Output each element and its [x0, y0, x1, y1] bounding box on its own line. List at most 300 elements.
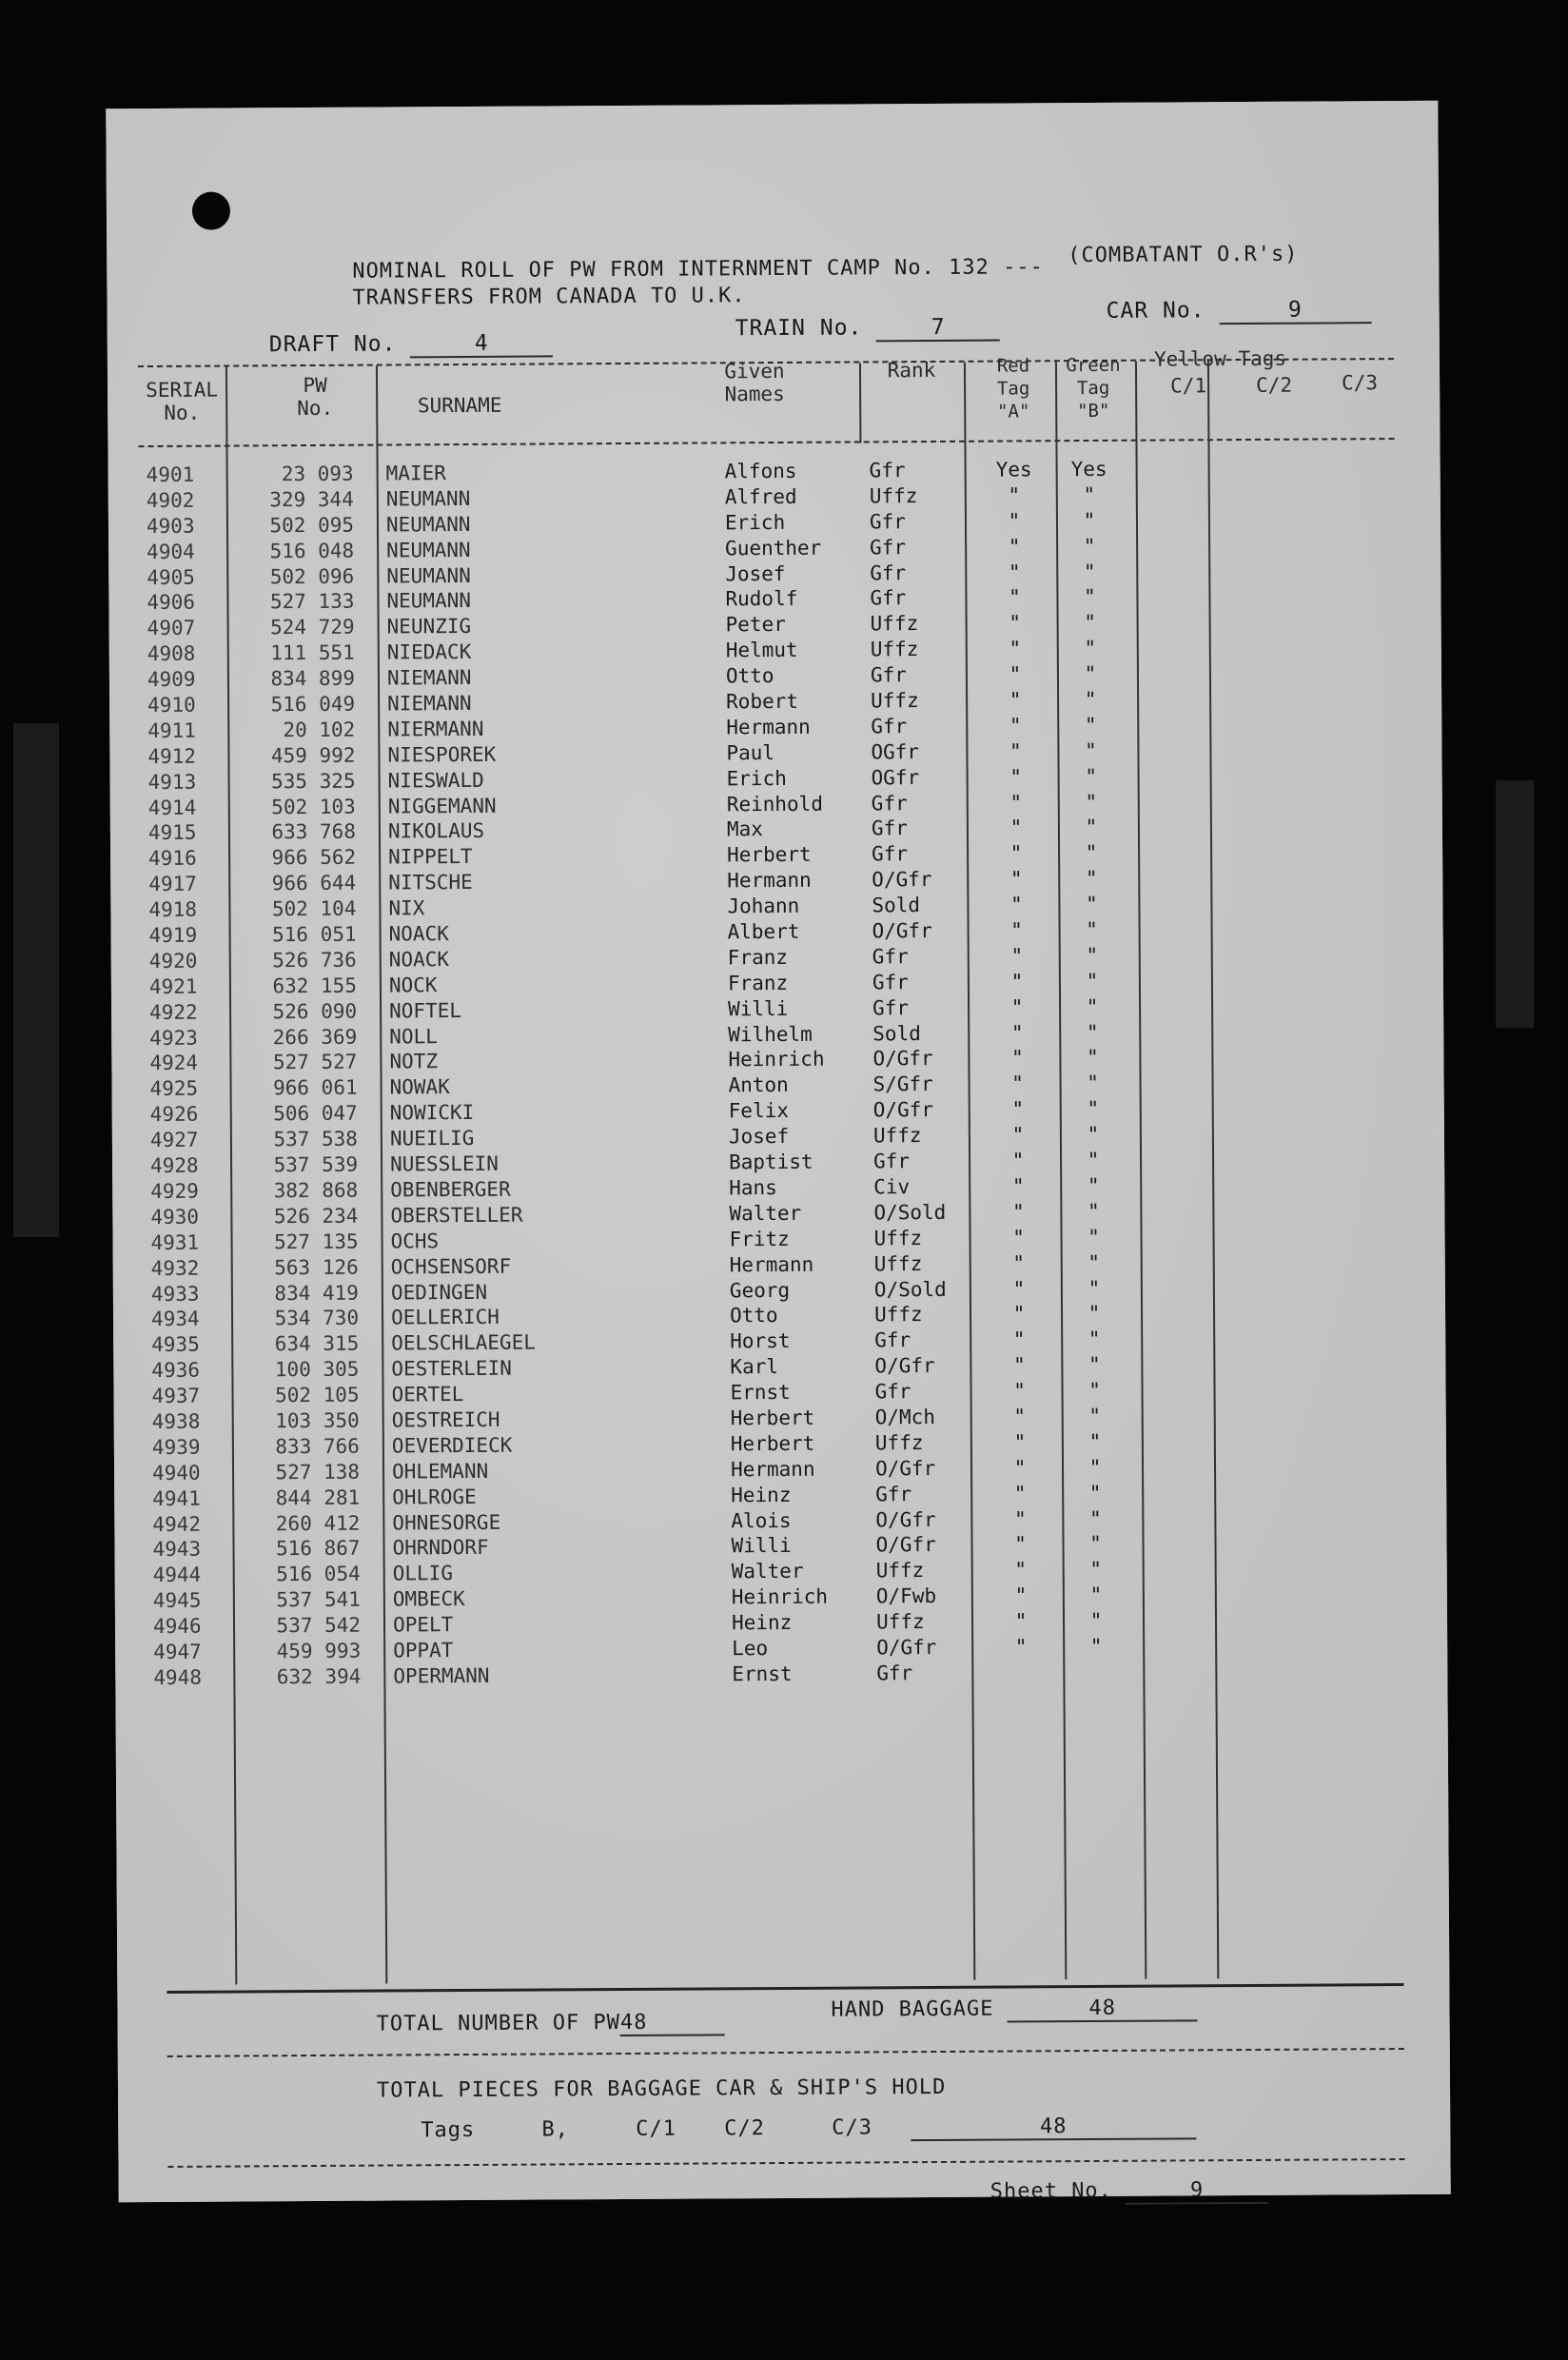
given-names-cell: Hermann: [727, 869, 812, 893]
pw-number-cell: 537 539: [273, 1152, 359, 1177]
sheet-label: Sheet No.: [990, 2178, 1112, 2204]
roll-table-body: [108, 456, 1448, 1692]
given-names-cell: Alfred: [724, 484, 797, 509]
surname-cell: OCHSENSORF: [390, 1254, 512, 1279]
tags-c2: C/2: [724, 2116, 766, 2141]
given-names-cell: Heinz: [731, 1483, 792, 1506]
rank-cell: O/Gfr: [872, 1047, 933, 1071]
red-tag-cell: ": [1012, 1276, 1026, 1300]
rank-cell: Uffz: [872, 1124, 922, 1148]
green-tag-cell: ": [1088, 1378, 1101, 1403]
surname-cell: OHLEMANN: [391, 1459, 489, 1484]
given-names-cell: Hans: [729, 1175, 777, 1200]
given-names-cell: Albert: [727, 919, 800, 944]
serial-cell: 4932: [150, 1256, 200, 1280]
totals-mid-rule: [167, 2048, 1404, 2057]
tags-total-value: 48: [911, 2114, 1196, 2141]
red-tag-cell: ": [1010, 918, 1023, 942]
serial-cell: 4916: [148, 847, 197, 871]
col-header-serial: SERIAL No.: [146, 378, 219, 424]
surname-cell: OHRNDORF: [392, 1536, 489, 1560]
pw-number-cell: 844 281: [275, 1485, 361, 1509]
rank-cell: Gfr: [872, 970, 909, 994]
rank-cell: Sold: [872, 1021, 921, 1045]
green-tag-cell: ": [1083, 560, 1096, 583]
rank-cell: Gfr: [874, 1328, 911, 1352]
surname-cell: OPELT: [392, 1613, 454, 1637]
pw-number-cell: 260 412: [275, 1511, 361, 1535]
serial-cell: 4917: [148, 872, 197, 896]
car-label: CAR No.: [1106, 298, 1205, 324]
punch-hole: [192, 192, 230, 230]
surname-cell: NOACK: [388, 922, 449, 946]
surname-cell: NIEMANN: [387, 691, 472, 716]
green-tag-cell: ": [1088, 1328, 1101, 1351]
pw-number-cell: 632 394: [276, 1664, 362, 1689]
serial-cell: 4906: [147, 591, 196, 615]
surname-cell: OBENBERGER: [390, 1177, 511, 1202]
red-tag-cell: ": [1014, 1635, 1028, 1659]
red-tag-cell: ": [1009, 841, 1023, 865]
green-tag-cell: ": [1087, 1046, 1099, 1070]
col-header-c2: C/2: [1256, 373, 1293, 397]
green-tag-cell: ": [1086, 1020, 1099, 1044]
pw-number-cell: 833 766: [275, 1434, 360, 1459]
rank-cell: O/Gfr: [872, 1098, 934, 1122]
tags-c3: C/3: [832, 2115, 873, 2140]
green-tag-cell: ": [1086, 994, 1099, 1018]
serial-cell: 4905: [147, 565, 195, 589]
red-tag-cell: ": [1011, 1046, 1024, 1070]
green-tag-cell: ": [1084, 585, 1096, 609]
red-tag-cell: ": [1009, 637, 1022, 660]
film-edge-mark: [1496, 780, 1534, 1028]
rank-cell: Uffz: [874, 1430, 924, 1455]
red-tag-cell: ": [1009, 765, 1023, 789]
rank-cell: Gfr: [874, 1380, 911, 1404]
rank-cell: Uffz: [873, 1226, 923, 1250]
given-names-cell: Heinrich: [728, 1048, 825, 1072]
draft-value: 4: [410, 330, 553, 358]
serial-cell: 4914: [147, 796, 197, 819]
col-header-rank: Rank: [887, 358, 936, 383]
serial-cell: 4940: [151, 1461, 201, 1485]
red-tag-cell: ": [1010, 1021, 1024, 1045]
pw-number-cell: 535 325: [271, 769, 356, 793]
serial-cell: 4941: [152, 1486, 201, 1510]
surname-cell: OBERSTELLER: [390, 1203, 523, 1228]
red-tag-cell: ": [1013, 1379, 1026, 1403]
given-names-cell: Leo: [732, 1637, 769, 1661]
green-tag-cell: ": [1087, 1199, 1100, 1223]
train-label: TRAIN No.: [735, 315, 863, 342]
serial-cell: 4938: [151, 1409, 201, 1433]
rank-cell: O/Gfr: [872, 868, 932, 892]
given-names-cell: Herbert: [730, 1406, 815, 1430]
rank-cell: Uffz: [873, 1303, 923, 1327]
serial-cell: 4936: [151, 1358, 201, 1383]
red-tag-cell: ": [1012, 1302, 1026, 1326]
serial-cell: 4903: [146, 514, 195, 538]
totals-top-rule: [167, 1983, 1403, 1994]
given-names-cell: Baptist: [728, 1150, 813, 1174]
serial-cell: 4904: [147, 540, 195, 563]
rank-cell: Gfr: [875, 1482, 912, 1506]
serial-cell: 4929: [150, 1179, 199, 1203]
rank-cell: Gfr: [869, 459, 906, 482]
surname-cell: NOACK: [388, 948, 450, 972]
baggage-car-label: TOTAL PIECES FOR BAGGAGE CAR & SHIP'S HOLD: [376, 2075, 947, 2103]
serial-cell: 4931: [150, 1230, 200, 1254]
pw-number-cell: 329 344: [269, 487, 354, 512]
red-tag-cell: ": [1011, 1097, 1025, 1121]
rank-cell: Gfr: [870, 586, 907, 610]
serial-cell: 4944: [152, 1564, 202, 1587]
surname-cell: OHNESORGE: [392, 1510, 501, 1535]
green-tag-cell: ": [1089, 1558, 1103, 1582]
given-names-cell: Rudolf: [725, 587, 798, 611]
red-tag-cell: ": [1009, 662, 1022, 686]
serial-cell: 4907: [147, 617, 196, 640]
given-names-cell: Ernst: [732, 1662, 793, 1686]
rank-cell: Gfr: [870, 663, 907, 687]
green-tag-cell: ": [1086, 943, 1099, 967]
given-names-cell: Fritz: [729, 1227, 790, 1251]
given-names-cell: Josef: [725, 561, 786, 585]
col-header-yellow-tags: Yellow Tags: [1153, 346, 1287, 371]
red-tag-cell: ": [1013, 1482, 1027, 1505]
red-tag-cell: ": [1011, 1123, 1025, 1147]
pw-number-cell: 111 551: [270, 640, 355, 665]
total-pw-value: 48: [620, 2010, 725, 2036]
red-tag-cell: ": [1009, 816, 1023, 839]
red-tag-cell: ": [1010, 893, 1023, 916]
serial-cell: 4930: [150, 1205, 200, 1229]
rank-cell: O/Fwb: [875, 1584, 937, 1608]
serial-cell: 4908: [147, 641, 196, 666]
rank-cell: Gfr: [870, 535, 907, 560]
red-tag-cell: ": [1014, 1609, 1028, 1633]
rank-cell: Gfr: [871, 715, 908, 738]
red-tag-cell: ": [1009, 791, 1023, 815]
pw-number-cell: 516 049: [270, 692, 356, 717]
red-tag-cell: ": [1009, 611, 1022, 635]
green-tag-cell: ": [1088, 1429, 1102, 1453]
pw-number-cell: 502 105: [274, 1383, 360, 1407]
green-tag-cell: ": [1086, 893, 1098, 916]
given-names-cell: Max: [726, 817, 763, 841]
given-names-cell: Josef: [728, 1125, 790, 1149]
surname-cell: NEUMANN: [386, 563, 471, 588]
green-tag-cell: ": [1089, 1583, 1103, 1607]
rank-cell: S/Gfr: [872, 1072, 933, 1096]
tags-label: Tags: [421, 2117, 476, 2143]
car-field: [1107, 297, 1372, 325]
pw-number-cell: 537 541: [276, 1587, 361, 1612]
surname-cell: NEUMANN: [386, 538, 471, 562]
pw-number-cell: 100 305: [274, 1357, 360, 1382]
serial-cell: 4909: [147, 667, 196, 692]
green-tag-cell: ": [1088, 1481, 1102, 1504]
pw-number-cell: 537 538: [273, 1127, 358, 1151]
pw-number-cell: 502 104: [271, 896, 357, 921]
surname-cell: OESTREICH: [391, 1407, 500, 1432]
serial-cell: 4902: [146, 488, 195, 512]
rank-cell: Uffz: [870, 612, 919, 636]
green-tag-cell: ": [1083, 534, 1096, 558]
pw-number-cell: 632 155: [272, 974, 357, 998]
rank-cell: Gfr: [872, 842, 909, 866]
given-names-cell: Willi: [728, 996, 789, 1021]
surname-cell: OPPAT: [393, 1639, 454, 1662]
given-names-cell: Hermann: [729, 1252, 814, 1276]
pw-number-cell: 20 102: [283, 718, 356, 742]
pw-number-cell: 502 096: [269, 564, 355, 588]
green-tag-cell: ": [1084, 662, 1097, 686]
given-names-cell: Anton: [728, 1073, 789, 1097]
green-tag-cell: ": [1089, 1532, 1102, 1556]
surname-cell: NEUNZIG: [386, 615, 472, 639]
green-tag-cell: ": [1083, 508, 1096, 532]
surname-cell: OLLIG: [392, 1562, 453, 1585]
pw-number-cell: 534 730: [274, 1307, 360, 1330]
given-names-cell: Ernst: [730, 1380, 791, 1405]
given-names-cell: Heinrich: [731, 1584, 829, 1609]
red-tag-cell: ": [1009, 585, 1021, 609]
red-tag-cell: ": [1010, 970, 1024, 993]
surname-cell: NEUMANN: [385, 486, 471, 511]
surname-cell: NIESWALD: [387, 768, 484, 793]
serial-cell: 4925: [149, 1077, 199, 1101]
pw-number-cell: 966 644: [271, 871, 357, 895]
red-tag-cell: ": [1013, 1506, 1027, 1531]
surname-cell: NIEDACK: [386, 640, 472, 664]
hand-baggage-label: HAND BAGGAGE: [831, 1996, 994, 2022]
serial-cell: 4937: [151, 1384, 201, 1408]
document-category: (COMBATANT O.R's): [1068, 242, 1299, 268]
rank-cell: Gfr: [870, 560, 907, 584]
rank-cell: OGfr: [871, 765, 920, 790]
pw-number-cell: 516 054: [276, 1562, 361, 1586]
pw-number-cell: 834 419: [274, 1281, 359, 1305]
green-tag-cell: ": [1085, 790, 1098, 814]
serial-cell: 4935: [151, 1333, 200, 1357]
pw-number-cell: 966 061: [272, 1076, 358, 1100]
rank-cell: Gfr: [869, 509, 906, 534]
pw-number-cell: 563 126: [274, 1255, 359, 1279]
document-title: NOMINAL ROLL OF PW FROM INTERNMENT CAMP No. 132 ---: [352, 255, 1044, 284]
document-subtitle: TRANSFERS FROM CANADA TO U.K.: [352, 284, 746, 310]
rank-cell: OGfr: [871, 739, 920, 764]
surname-cell: OPERMANN: [393, 1663, 490, 1688]
red-tag-cell: ": [1009, 688, 1022, 712]
red-tag-cell: ": [1010, 944, 1024, 968]
pw-number-cell: 502 095: [269, 513, 355, 538]
pw-number-cell: 382 868: [273, 1178, 359, 1203]
surname-cell: OELSCHLAEGEL: [391, 1330, 537, 1355]
serial-cell: 4933: [150, 1282, 200, 1306]
green-tag-cell: ": [1086, 969, 1099, 993]
red-tag-cell: ": [1013, 1405, 1027, 1428]
rank-cell: O/Gfr: [876, 1635, 937, 1660]
green-tag-cell: ": [1085, 764, 1097, 788]
tags-b: B,: [541, 2117, 570, 2142]
serial-cell: 4928: [150, 1153, 199, 1178]
rank-cell: Sold: [872, 894, 921, 917]
green-tag-cell: ": [1084, 687, 1097, 712]
green-tag-cell: ": [1089, 1609, 1103, 1633]
green-tag-cell: ": [1084, 713, 1097, 737]
green-tag-cell: ": [1089, 1634, 1103, 1658]
red-tag-cell: ": [1008, 509, 1021, 533]
red-tag-cell: ": [1014, 1558, 1028, 1582]
surname-cell: NIX: [388, 896, 425, 920]
tags-c1: C/1: [636, 2116, 677, 2141]
serial-cell: 4910: [147, 693, 196, 718]
rank-cell: Uffz: [875, 1610, 925, 1634]
pw-number-cell: 524 729: [270, 616, 355, 639]
green-tag-cell: ": [1088, 1225, 1100, 1249]
rank-cell: O/Mch: [874, 1405, 935, 1429]
given-names-cell: Hermann: [730, 1457, 815, 1482]
surname-cell: NIKOLAUS: [387, 819, 485, 843]
given-names-cell: Wilhelm: [728, 1022, 813, 1046]
total-pw-field: [377, 2010, 726, 2037]
given-names-cell: Horst: [730, 1329, 791, 1353]
col-header-red-tag: Red Tag "A": [996, 355, 1030, 423]
surname-cell: NUEILIG: [389, 1127, 475, 1150]
pw-number-cell: 527 138: [275, 1460, 361, 1484]
serial-cell: 4918: [148, 897, 198, 922]
car-value: 9: [1219, 297, 1371, 324]
serial-cell: 4913: [147, 770, 197, 794]
pw-number-cell: 526 736: [272, 948, 357, 973]
red-tag-cell: ": [1009, 867, 1023, 891]
surname-cell: NIPPELT: [388, 845, 473, 869]
given-names-cell: Peter: [725, 613, 786, 637]
surname-cell: NOTZ: [389, 1050, 439, 1073]
green-tag-cell: ": [1087, 1148, 1100, 1172]
pw-number-cell: 506 047: [273, 1101, 358, 1126]
given-names-cell: Alois: [731, 1508, 792, 1532]
serial-cell: 4942: [152, 1512, 202, 1536]
hand-baggage-field: [831, 1996, 1197, 2023]
pw-number-cell: 103 350: [275, 1408, 360, 1433]
serial-cell: 4923: [149, 1026, 198, 1050]
green-tag-cell: ": [1088, 1506, 1102, 1530]
total-pw-label: TOTAL NUMBER OF PW: [376, 2011, 621, 2036]
serial-cell: 4945: [152, 1588, 202, 1613]
draft-label: DRAFT No.: [268, 331, 397, 358]
rank-cell: Uffz: [870, 638, 919, 661]
sheet-value: 9: [1126, 2178, 1268, 2205]
serial-cell: 4934: [150, 1308, 200, 1331]
given-names-cell: Willi: [731, 1534, 792, 1558]
green-tag-cell: ": [1083, 482, 1096, 506]
rank-cell: Uffz: [873, 1251, 923, 1275]
green-tag-cell: ": [1085, 841, 1098, 865]
serial-cell: 4920: [148, 949, 198, 973]
red-tag-cell: ": [1014, 1532, 1027, 1556]
given-names-cell: Reinhold: [726, 792, 823, 816]
pw-number-cell: 633 768: [271, 820, 357, 844]
surname-cell: NUESSLEIN: [390, 1151, 499, 1176]
surname-cell: OCHS: [390, 1229, 440, 1253]
red-tag-cell: ": [1009, 739, 1022, 763]
surname-cell: NIERMANN: [387, 717, 484, 741]
rank-cell: Gfr: [872, 1150, 911, 1173]
hand-baggage-value: 48: [1008, 1996, 1198, 2022]
pw-number-cell: 834 899: [270, 666, 356, 691]
red-tag-cell: ": [1013, 1456, 1027, 1480]
rank-cell: Uffz: [871, 689, 919, 713]
pw-number-cell: 266 369: [272, 1025, 358, 1049]
given-names-cell: Otto: [729, 1304, 778, 1328]
given-names-cell: Herbert: [730, 1431, 815, 1456]
col-header-given: Given Names: [724, 359, 785, 406]
pw-number-cell: 526 090: [272, 999, 358, 1023]
sheet-field: [990, 2178, 1269, 2206]
serial-cell: 4901: [146, 462, 195, 487]
red-tag-cell: ": [1013, 1430, 1027, 1454]
given-names-cell: Guenther: [725, 536, 822, 560]
rank-cell: Uffz: [869, 483, 918, 508]
given-names-cell: Erich: [724, 510, 786, 535]
surname-cell: NOFTEL: [389, 998, 462, 1023]
rank-cell: O/Gfr: [872, 919, 932, 943]
surname-cell: NIESPOREK: [387, 742, 497, 767]
col-header-pw: PW No.: [297, 373, 334, 421]
rank-cell: Uffz: [875, 1559, 925, 1583]
serial-cell: 4946: [152, 1614, 202, 1639]
surname-cell: NOCK: [388, 973, 438, 997]
given-names-cell: Heinz: [731, 1611, 793, 1635]
serial-cell: 4915: [147, 821, 197, 845]
green-tag-cell: ": [1086, 917, 1098, 942]
red-tag-cell: ": [1011, 1149, 1025, 1172]
pw-number-cell: 459 992: [270, 743, 356, 768]
red-tag-cell: ": [1012, 1226, 1025, 1249]
red-tag-cell: ": [1011, 1072, 1024, 1095]
surname-cell: OHLROGE: [392, 1485, 477, 1509]
train-field: [735, 315, 1001, 344]
rank-cell: O/Gfr: [875, 1507, 936, 1531]
red-tag-cell: ": [1012, 1328, 1026, 1351]
surname-cell: NOWAK: [389, 1075, 450, 1099]
given-names-cell: Herbert: [727, 843, 812, 867]
given-names-cell: Walter: [731, 1560, 804, 1583]
pw-number-cell: 516 048: [269, 539, 355, 562]
green-tag-cell: ": [1084, 637, 1097, 660]
given-names-cell: Erich: [726, 766, 787, 791]
surname-cell: MAIER: [385, 462, 446, 485]
draft-field: [269, 330, 554, 359]
green-tag-cell: ": [1087, 1072, 1099, 1095]
roll-document-page: [106, 101, 1450, 2203]
totals-bottom-rule: [167, 2158, 1404, 2168]
pw-number-cell: 527 527: [272, 1051, 358, 1074]
col-header-surname: SURNAME: [417, 393, 502, 418]
red-tag-cell: ": [1011, 1174, 1025, 1198]
red-tag-cell: ": [1014, 1583, 1028, 1607]
pw-number-cell: 516 867: [275, 1537, 361, 1561]
green-tag-cell: ": [1088, 1353, 1101, 1377]
col-header-c1: C/1: [1170, 374, 1207, 398]
surname-cell: OEVERDIECK: [391, 1433, 513, 1458]
surname-cell: OERTEL: [391, 1383, 464, 1406]
pw-number-cell: 23 093: [281, 462, 354, 486]
green-tag-cell: ": [1088, 1455, 1102, 1479]
